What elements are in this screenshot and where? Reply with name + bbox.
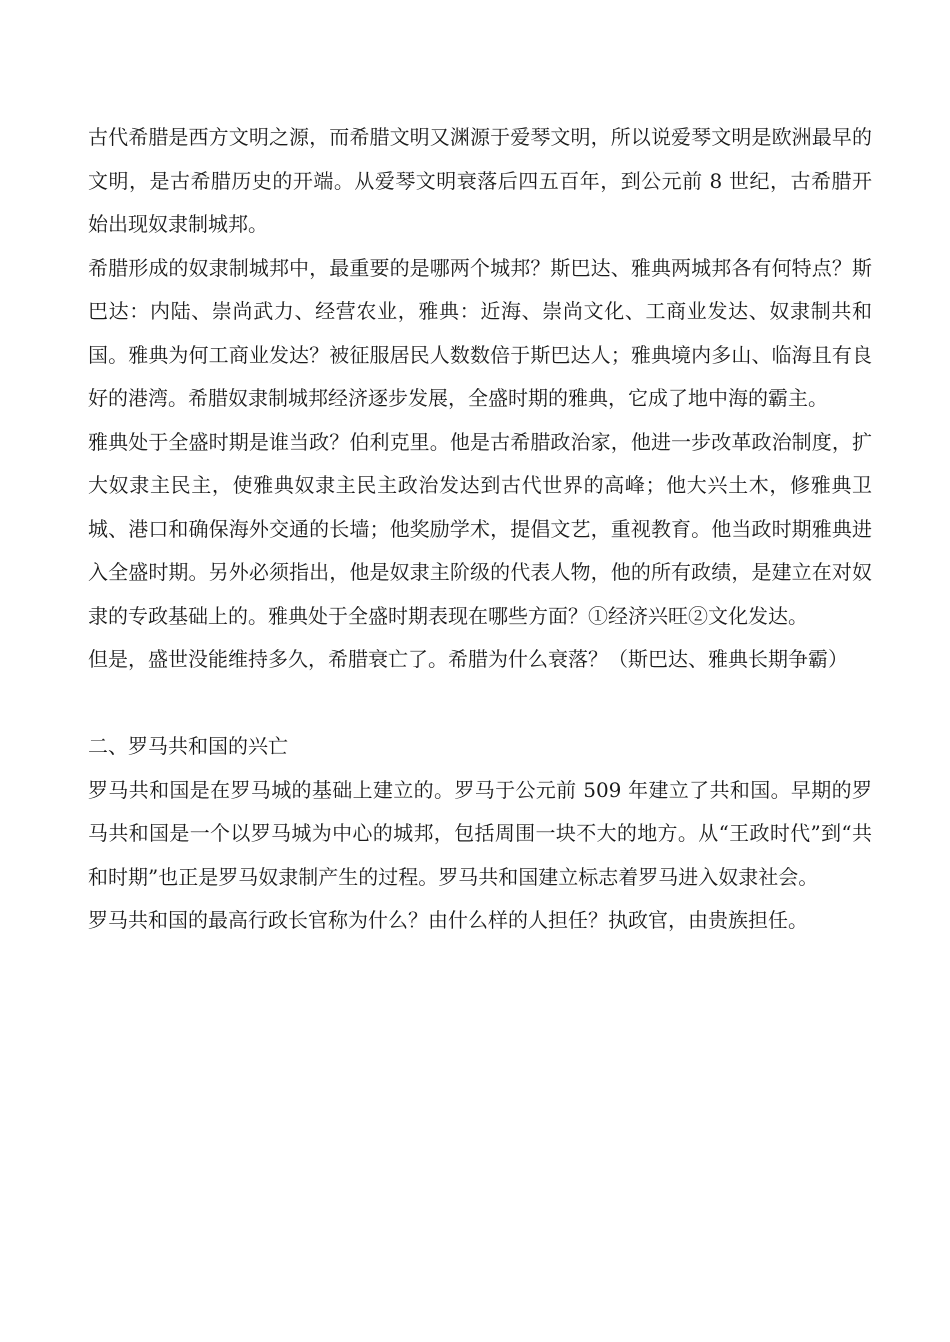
paragraph-greek-decline: 但是，盛世没能维持多久，希腊衰亡了。希腊为什么衰落？（斯巴达、雅典长期争霸） [88,647,848,671]
paragraph-aegean-civilization: 古代希腊是西方文明之源，而希腊文明又渊源于爱琴文明，所以说爱琴文明是欧洲最早的文明，是古希腊历史的开端。从爱琴文明衰落后四五百年，到公元前 8 世纪，古希腊开始出现奴隶制城邦。 [88,125,872,236]
blank-line [88,682,872,726]
document-body [88,116,872,943]
paragraph-pericles: 雅典处于全盛时期是谁当政？伯利克里。他是古希腊政治家，他进一步改革政治制度，扩大奴隶主民主，使雅典奴隶主民主政治发达到古代世界的高峰；他大兴土木，修雅典卫城、港口和确保海外交通的长墙；他奖励学术，提倡文艺，重视教育。他当政时期雅典进入全盛时期。另外必须指出，他是奴隶主阶级的代表人物，他的所有政绩，是建立在对奴隶的专政基础上的。雅典处于全盛时期表现在哪些方面？①经济兴旺②文化发达。 [88,429,872,628]
paragraph-roman-consul: 罗马共和国的最高行政长官称为什么？由什么样的人担任？执政官，由贵族担任。 [88,908,808,932]
section-heading: 二、罗马共和国的兴亡 [88,734,288,758]
paragraph-greek-city-states: 希腊形成的奴隶制城邦中，最重要的是哪两个城邦？斯巴达、雅典两城邦各有何特点？斯巴达：内陆、崇尚武力、经营农业，雅典：近海、崇尚文化、工商业发达、奴隶制共和国。雅典为何工商业发达？被征服居民人数数倍于斯巴达人；雅典境内多山、临海且有良好的港湾。希腊奴隶制城邦经济逐步发展，全盛时期的雅典，它成了地中海的霸主。 [88,255,872,410]
paragraph-roman-republic-founding: 罗马共和国是在罗马城的基础上建立的。罗马于公元前 509 年建立了共和国。早期的罗马共和国是一个以罗马城为中心的城邦，包括周围一块不大的地方。从“王政时代”到“共和时期”也正是罗马奴隶制产生的过程。罗马共和国建立标志着罗马进入奴隶社会。 [88,777,872,889]
